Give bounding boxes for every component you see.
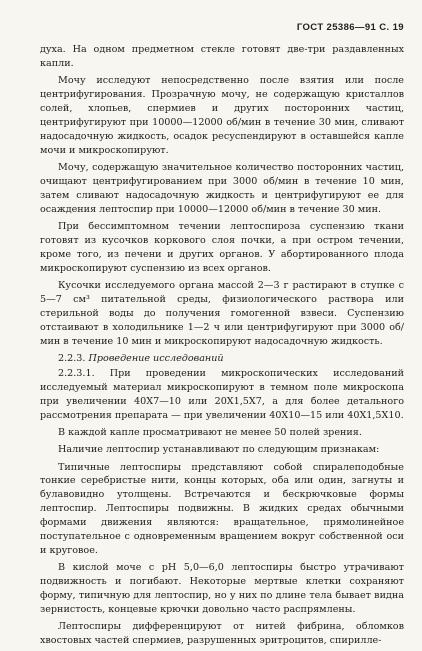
paragraph-tissue-suspension: При бессимптомном течении лептоспироза суспензию ткани готовят из кусочков коркового слоя почки, а при остром течении, кроме того, из печени и других органов. У абортированного плода микроскопируют суспензию из всех органов.: [40, 221, 404, 274]
section-number: 2.2.3.: [58, 352, 86, 364]
paragraph-urine-examination: Мочу исследуют непосредственно после взятия или после центрифугирования. Прозрачную мочу, не содержащую кристаллов солей, хлопьев, спермиев и других посторонних частиц, центрифугируют при 10000—12000 об/мин в течение 30 мин, сливают надосадочную жидкость, осадок ресуспендируют в оставшейся капле мочи и микроскопируют.: [40, 75, 404, 156]
section-title: Проведение исследований: [88, 352, 224, 364]
document-body: [40, 43, 404, 651]
paragraph-signs-intro: Наличие лептоспир устанавливают по следующим признакам:: [58, 444, 380, 456]
paragraph-urine-particles: Мочу, содержащую значительное количество посторонних частиц, очищают центрифугированием при 3000 об/мин в течение 10 мин, затем сливают надосадочную жидкость и центрифугируют ее для осаждения лептоспир при 10000—12000 об/мин в течение 30 мин.: [40, 162, 404, 215]
paragraph-organ-pieces: Кусочки исследуемого органа массой 2—3 г растирают в ступке с 5—7 см³ питательной среды, физиологического раствора или стерильной воды до получения гомогенной взвеси. Суспензию отстаивают в холодильнике 1—2 ч или центрифугируют при 3000 об/мин в течение 10 мин и микроскопируют надосадочную жидкость.: [40, 280, 404, 347]
paragraph-microscopy: 2.2.3.1. При проведении микроскопических исследований исследуемый материал микроскопируют в темном поле микроскопа при увеличении 40Х7—10 или 20Х1,5Х7, а для более детального рассмотрения препарата — при увеличении 40Х10—15 или 40Х1,5Х10.: [40, 367, 404, 421]
paragraph-continuation: духа. На одном предметном стекле готовят две-три раздавленных капли.: [40, 44, 404, 69]
paragraph-acidic-urine: В кислой моче с рН 5,0—6,0 лептоспиры быстро утрачивают подвижность и погибают. Некоторые мертвые клетки сохраняют форму, типичную для лептоспир, но у них по длине тела бывает видна зернистость, концевые крючки довольно часто распрямлены.: [40, 562, 404, 615]
running-header: ГОСТ 25386—91 С. 19: [296, 22, 404, 33]
paragraph-fields-of-view: В каждой капле просматривают не менее 50 полей зрения.: [58, 426, 362, 438]
section-heading: [40, 352, 404, 366]
paragraph-differentiation: Лептоспиры дифференцируют от нитей фибрина, обломков хвостовых частей спермиев, разрушенных эритроцитов, спирилле-: [40, 621, 404, 647]
paragraph-typical-leptospira: Типичные лептоспиры представляют собой спиралеподобные тонкие серебристые нити, концы которых, оба или один, загнуты и булавовидно утолщены. Встречаются и бескрючковые формы лептоспир. Лептоспиры подвижны. В жидких средах обычными формами движения являются: вращательное, прямолинейное поступательное с одновременным вращением вокруг собственной оси и круговое.: [40, 461, 404, 556]
